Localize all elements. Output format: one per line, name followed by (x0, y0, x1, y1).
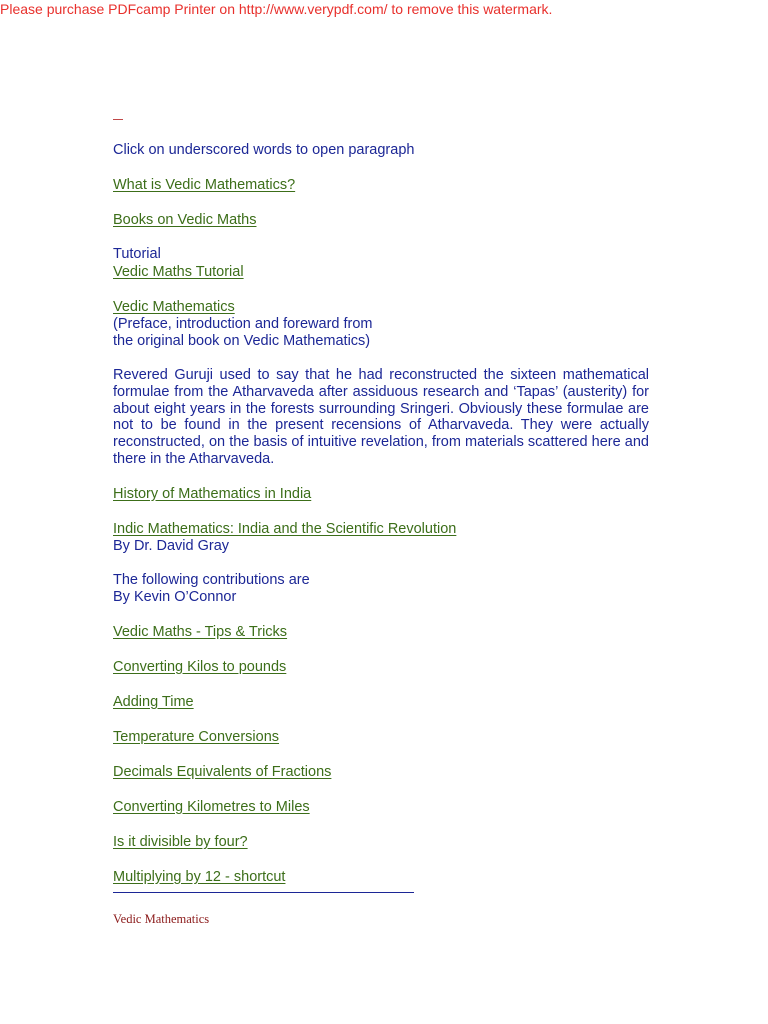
intro-block (113, 142, 649, 159)
divisible-link[interactable]: Is it divisible by four? (113, 833, 248, 850)
guruji-paragraph: Revered Guruji used to say that he had reconstructed the sixteen mathematical formulae from the Atharvaveda after assiduous research and ‘Tapas’ (austerity) for about eight years in the forests surrounding Sringeri. Obviously these formulae are not to be found in the present recensions of Atharvaveda. They were actually reconstructed, on the basis of intuitive revelation, from materials scattered here and there in the Atharvaveda. (113, 367, 649, 467)
books-link[interactable]: Books on Vedic Maths (113, 212, 257, 228)
books-block (113, 211, 649, 229)
kilos-block (113, 658, 649, 676)
indic-block (113, 520, 649, 555)
tips-link[interactable]: Vedic Maths - Tips & Tricks (113, 623, 288, 640)
tutorial-heading: Tutorial (113, 246, 161, 262)
adding-time-block (113, 693, 649, 711)
decimals-link[interactable]: Decimals Equivalents of Fractions (113, 763, 332, 780)
tutorial-link[interactable]: Vedic Maths Tutorial (113, 264, 244, 280)
multiplying-link[interactable]: Multiplying by 12 - shortcut (113, 868, 286, 885)
contributions-text: The following contributions are (113, 571, 310, 588)
small-dash-mark (113, 119, 123, 120)
what-is-vedic-link[interactable]: What is Vedic Mathematics? (113, 177, 296, 193)
watermark-text: Please purchase PDFcamp Printer on http://www.verypdf.com/ to remove this watermark. (0, 1, 553, 17)
footer-text: Vedic Mathematics (113, 911, 210, 926)
indic-link[interactable]: Indic Mathematics: India and the Scientific Revolution (113, 520, 457, 537)
decimals-block (113, 763, 649, 781)
vedic-mathematics-block (113, 298, 649, 350)
multiplying-block (113, 868, 649, 886)
kilos-link[interactable]: Converting Kilos to pounds (113, 658, 287, 675)
adding-time-link[interactable]: Adding Time (113, 693, 194, 710)
vedic-mathematics-link[interactable]: Vedic Mathematics (113, 299, 235, 315)
guruji-block (113, 367, 649, 468)
history-link[interactable]: History of Mathematics in India (113, 485, 312, 502)
tips-block (113, 623, 649, 641)
temperature-block (113, 728, 649, 746)
preface-line-1: (Preface, introduction and foreward from (113, 316, 373, 332)
document-page (113, 108, 649, 927)
contributions-author: By Kevin O’Connor (113, 588, 237, 605)
kilometres-block (113, 798, 649, 816)
preface-line-2: the original book on Vedic Mathematics) (113, 333, 371, 349)
tutorial-block (113, 246, 649, 281)
divisible-block (113, 833, 649, 851)
intro-text: Click on underscored words to open paragraph (113, 142, 415, 158)
kilometres-link[interactable]: Converting Kilometres to Miles (113, 798, 310, 815)
indic-author: By Dr. David Gray (113, 537, 230, 554)
contributions-block (113, 572, 649, 606)
what-is-vedic-block (113, 176, 649, 194)
separator-rule (113, 892, 414, 893)
temperature-link[interactable]: Temperature Conversions (113, 728, 280, 745)
history-block (113, 485, 649, 503)
